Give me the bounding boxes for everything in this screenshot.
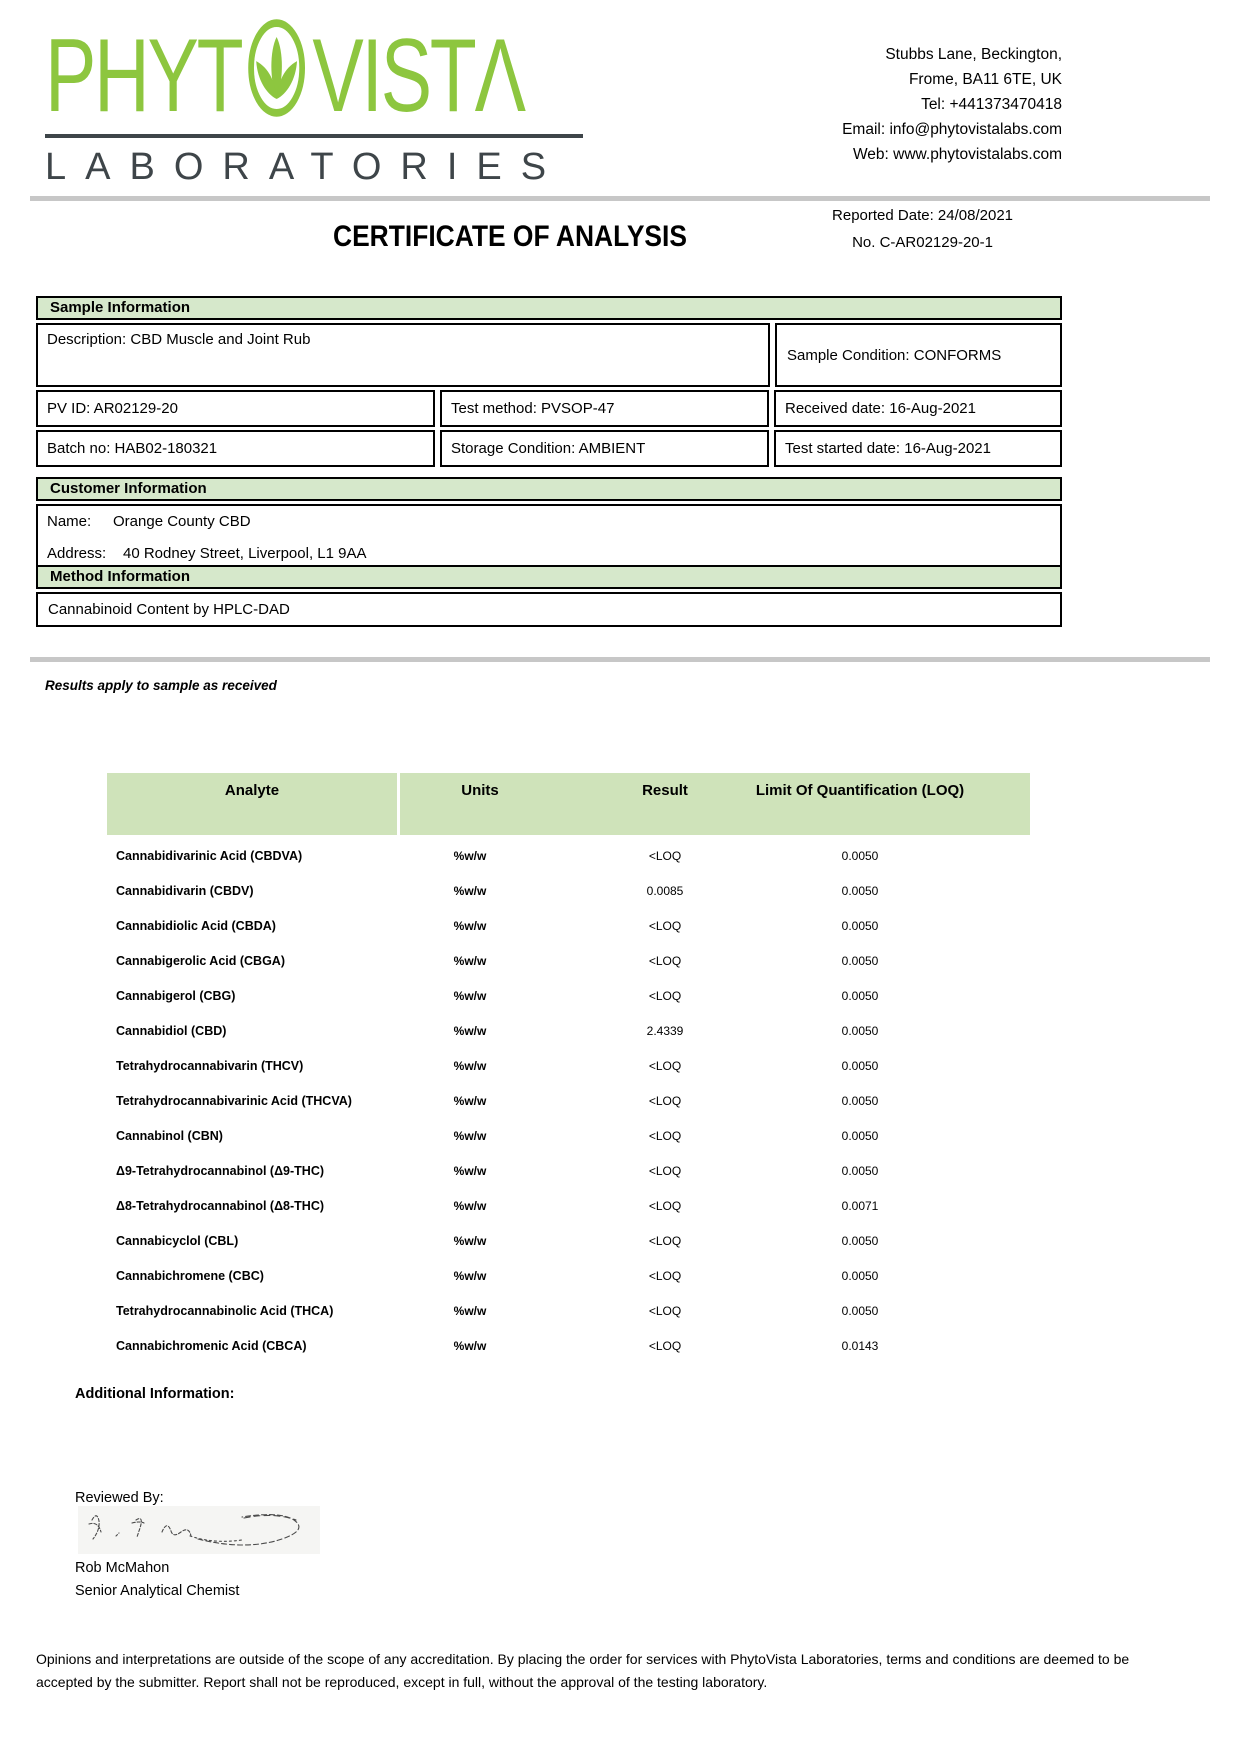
table-row bbox=[107, 1153, 1030, 1188]
logo-laboratories-text: LABORATORIES bbox=[45, 146, 566, 188]
column-header-result: Result bbox=[642, 782, 688, 799]
additional-information-label: Additional Information: bbox=[75, 1386, 235, 1402]
description-cell: Description: CBD Muscle and Joint Rub bbox=[36, 323, 770, 387]
test-method-cell: Test method: PVSOP-47 bbox=[440, 390, 769, 427]
loq-value: 0.0050 bbox=[841, 1303, 879, 1318]
customer-address: 40 Rodney Street, Liverpool, L1 9AA bbox=[123, 545, 367, 562]
result-value: <LOQ bbox=[648, 1338, 682, 1353]
analyte-name: Cannabinol (CBN) bbox=[116, 1128, 223, 1143]
table-row bbox=[107, 1258, 1030, 1293]
analyte-name: Tetrahydrocannabinolic Acid (THCA) bbox=[116, 1303, 334, 1318]
units-value: %w/w bbox=[453, 918, 487, 933]
method-information-section bbox=[36, 565, 1062, 627]
result-value: <LOQ bbox=[648, 1163, 682, 1178]
result-value: <LOQ bbox=[648, 1303, 682, 1318]
customer-details-box bbox=[36, 504, 1062, 568]
loq-value: 0.0050 bbox=[841, 848, 879, 863]
method-information-header: Method Information bbox=[36, 565, 1062, 589]
result-value: <LOQ bbox=[648, 953, 682, 968]
address-line-email: Email: info@phytovistalabs.com bbox=[842, 121, 1062, 138]
loq-value: 0.0050 bbox=[841, 1128, 879, 1143]
table-row bbox=[107, 1223, 1030, 1258]
loq-value: 0.0050 bbox=[841, 1163, 879, 1178]
reviewer-title: Senior Analytical Chemist bbox=[75, 1583, 240, 1599]
sample-information-header: Sample Information bbox=[36, 296, 1062, 320]
units-value: %w/w bbox=[453, 988, 487, 1003]
analyte-name: Cannabigerolic Acid (CBGA) bbox=[116, 953, 285, 968]
loq-value: 0.0050 bbox=[841, 918, 879, 933]
result-value: <LOQ bbox=[648, 848, 682, 863]
header-divider bbox=[30, 196, 1210, 201]
column-header-units: Units bbox=[461, 782, 499, 799]
table-row bbox=[107, 1328, 1030, 1363]
results-table bbox=[107, 773, 1030, 1363]
units-value: %w/w bbox=[453, 848, 487, 863]
loq-value: 0.0050 bbox=[841, 1233, 879, 1248]
result-value: <LOQ bbox=[648, 1233, 682, 1248]
result-value: <LOQ bbox=[648, 1268, 682, 1283]
loq-value: 0.0071 bbox=[841, 1198, 879, 1213]
report-number: No. C-AR02129-20-1 bbox=[852, 234, 993, 251]
address-line-web: Web: www.phytovistalabs.com bbox=[852, 146, 1062, 163]
name-label: Name: bbox=[47, 513, 92, 530]
column-header-analyte: Analyte bbox=[107, 773, 400, 835]
analyte-name: Tetrahydrocannabivarin (THCV) bbox=[116, 1058, 304, 1073]
table-row bbox=[107, 978, 1030, 1013]
result-value: <LOQ bbox=[648, 918, 682, 933]
sample-information-section bbox=[36, 296, 1062, 467]
page-title: CERTIFICATE OF ANALYSIS bbox=[333, 220, 687, 253]
units-value: %w/w bbox=[453, 1058, 487, 1073]
units-value: %w/w bbox=[453, 883, 487, 898]
result-value: <LOQ bbox=[648, 988, 682, 1003]
method-cell: Cannabinoid Content by HPLC-DAD bbox=[36, 592, 1062, 627]
sample-condition-cell: Sample Condition: CONFORMS bbox=[775, 323, 1062, 387]
analyte-name: Cannabicyclol (CBL) bbox=[116, 1233, 239, 1248]
analyte-name: Δ8-Tetrahydrocannabinol (Δ8-THC) bbox=[116, 1198, 325, 1213]
result-value: <LOQ bbox=[648, 1198, 682, 1213]
lab-address-block bbox=[842, 42, 1062, 167]
analyte-name: Cannabichromene (CBC) bbox=[116, 1268, 264, 1283]
units-value: %w/w bbox=[453, 1303, 487, 1318]
analyte-name: Cannabidivarin (CBDV) bbox=[116, 883, 254, 898]
analyte-name: Cannabidivarinic Acid (CBDVA) bbox=[116, 848, 303, 863]
disclaimer-text: Opinions and interpretations are outside of the scope of any accreditation. By placing the order for services with PhytoVista Laboratories, terms and conditions are deemed to be accepted by the submitter. Report shall not be reproduced, except in full, without the approval of the testing laboratory. bbox=[36, 1651, 1130, 1690]
loq-value: 0.0050 bbox=[841, 988, 879, 1003]
reviewer-name: Rob McMahon bbox=[75, 1560, 170, 1576]
customer-name-line bbox=[47, 513, 1051, 530]
result-value: 0.0085 bbox=[646, 883, 684, 898]
table-row bbox=[107, 1013, 1030, 1048]
address-line: Frome, BA11 6TE, UK bbox=[908, 71, 1062, 88]
phytovista-logo bbox=[45, 18, 590, 189]
address-label: Address: bbox=[47, 545, 107, 562]
analyte-name: Cannabigerol (CBG) bbox=[116, 988, 236, 1003]
column-header-loq: Limit Of Quantification (LOQ) bbox=[755, 782, 965, 799]
batch-no-cell: Batch no: HAB02-180321 bbox=[36, 430, 435, 467]
customer-address-line bbox=[47, 545, 1051, 562]
table-row bbox=[107, 908, 1030, 943]
loq-value: 0.0050 bbox=[841, 1093, 879, 1108]
result-value: <LOQ bbox=[648, 1058, 682, 1073]
results-table-body bbox=[107, 838, 1030, 1363]
table-row bbox=[107, 1293, 1030, 1328]
address-line: Stubbs Lane, Beckington, bbox=[885, 46, 1062, 63]
storage-condition-cell: Storage Condition: AMBIENT bbox=[440, 430, 769, 467]
reviewed-by-label: Reviewed By: bbox=[75, 1490, 164, 1506]
table-row bbox=[107, 1188, 1030, 1223]
pv-id-cell: PV ID: AR02129-20 bbox=[36, 390, 435, 427]
units-value: %w/w bbox=[453, 1198, 487, 1213]
units-value: %w/w bbox=[453, 1338, 487, 1353]
units-value: %w/w bbox=[453, 953, 487, 968]
table-row bbox=[107, 873, 1030, 908]
loq-value: 0.0050 bbox=[841, 953, 879, 968]
address-line: Tel: +441373470418 bbox=[921, 96, 1062, 113]
customer-name: Orange County CBD bbox=[113, 513, 251, 530]
units-value: %w/w bbox=[453, 1163, 487, 1178]
analyte-name: Cannabidiol (CBD) bbox=[116, 1023, 227, 1038]
loq-value: 0.0050 bbox=[841, 883, 879, 898]
logo-divider bbox=[45, 134, 583, 138]
units-value: %w/w bbox=[453, 1023, 487, 1038]
units-value: %w/w bbox=[453, 1268, 487, 1283]
results-note: Results apply to sample as received bbox=[45, 678, 277, 693]
loq-value: 0.0143 bbox=[841, 1338, 879, 1353]
analyte-name: Cannabichromenic Acid (CBCA) bbox=[116, 1338, 307, 1353]
table-row bbox=[107, 1048, 1030, 1083]
section-divider bbox=[30, 657, 1210, 662]
results-table-header bbox=[107, 773, 1030, 835]
logo-text-phyt: PHYT bbox=[45, 18, 242, 134]
loq-value: 0.0050 bbox=[841, 1058, 879, 1073]
logo-wordmark bbox=[45, 18, 524, 134]
signature-image bbox=[78, 1506, 320, 1554]
result-value: 2.4339 bbox=[646, 1023, 684, 1038]
logo-text-vista: VISTΛ bbox=[312, 18, 524, 134]
result-value: <LOQ bbox=[648, 1093, 682, 1108]
analyte-name: Cannabidiolic Acid (CBDA) bbox=[116, 918, 276, 933]
table-row bbox=[107, 1118, 1030, 1153]
loq-value: 0.0050 bbox=[841, 1268, 879, 1283]
table-row bbox=[107, 1083, 1030, 1118]
table-row bbox=[107, 838, 1030, 873]
table-row bbox=[107, 943, 1030, 978]
analyte-name: Tetrahydrocannabivarinic Acid (THCVA) bbox=[116, 1093, 352, 1108]
customer-information-section bbox=[36, 477, 1062, 568]
units-value: %w/w bbox=[453, 1093, 487, 1108]
analyte-name: Δ9-Tetrahydrocannabinol (Δ9-THC) bbox=[116, 1163, 325, 1178]
customer-information-header: Customer Information bbox=[36, 477, 1062, 501]
received-date-cell: Received date: 16-Aug-2021 bbox=[774, 390, 1062, 427]
loq-value: 0.0050 bbox=[841, 1023, 879, 1038]
units-value: %w/w bbox=[453, 1233, 487, 1248]
units-value: %w/w bbox=[453, 1128, 487, 1143]
leaf-o-icon bbox=[244, 18, 309, 135]
result-value: <LOQ bbox=[648, 1128, 682, 1143]
test-started-date-cell: Test started date: 16-Aug-2021 bbox=[774, 430, 1062, 467]
reported-date: Reported Date: 24/08/2021 bbox=[832, 207, 1013, 224]
